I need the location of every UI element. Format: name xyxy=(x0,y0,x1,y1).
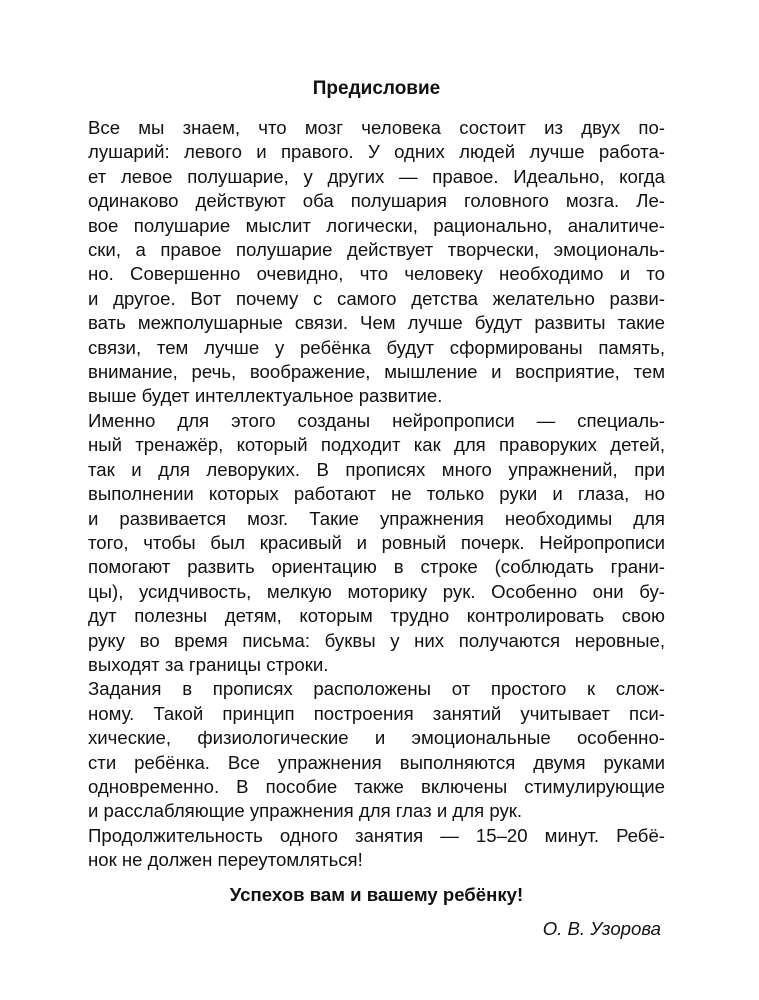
paragraph-line: лушарий: левого и правого. У одних людей лучше работа- xyxy=(88,141,665,163)
author-signature: О. В. Узорова xyxy=(542,917,661,939)
paragraph-line: выполнении которых работают не только руки и глаза, но xyxy=(88,483,665,505)
paragraph-1 xyxy=(88,116,665,409)
paragraph-4 xyxy=(88,824,665,873)
paragraph-line: связи, тем лучше у ребёнка будут сформированы память, xyxy=(88,336,665,358)
paragraph-line: помогают развить ориентацию в строке (соблюдать грани- xyxy=(88,556,665,578)
paragraph-line: но. Совершенно очевидно, что человеку необходимо и то xyxy=(88,263,665,285)
paragraph-line: одинаково действуют оба полушария головного мозга. Ле- xyxy=(88,190,665,212)
paragraph-2 xyxy=(88,409,665,677)
paragraph-line: выше будет интеллектуальное развитие. xyxy=(88,385,443,407)
paragraph-line: выходят за границы строки. xyxy=(88,653,329,675)
paragraph-line: того, чтобы был красивый и ровный почерк. Нейропрописи xyxy=(88,531,665,553)
closing-wish: Успехов вам и вашему ребёнку! xyxy=(229,883,524,905)
document-page xyxy=(88,76,665,941)
paragraph-line: нок не должен переутомляться! xyxy=(88,849,363,871)
paragraph-line: вать межполушарные связи. Чем лучше будут развиты такие xyxy=(88,312,665,334)
paragraph-line: дут полезны детям, которым трудно контролировать свою xyxy=(88,605,665,627)
paragraph-line: Задания в прописях расположены от простого к слож- xyxy=(88,678,665,700)
page-title: Предисловие xyxy=(312,78,441,99)
paragraph-line: одновременно. В пособие также включены стимулирующие xyxy=(88,775,665,797)
paragraph-line: сти ребёнка. Все упражнения выполняются двумя руками xyxy=(88,751,665,773)
paragraph-line: Продолжительность одного занятия — 15–20 минут. Ребё- xyxy=(88,824,665,846)
paragraph-line: и расслабляющие упражнения для глаз и для рук. xyxy=(88,800,523,822)
paragraph-line: руку во время письма: буквы у них получаются неровные, xyxy=(88,629,665,651)
paragraph-line: ски, а правое полушарие действует творчески, эмоциональ- xyxy=(88,239,665,261)
paragraph-line: и другое. Вот почему с самого детства желательно разви- xyxy=(88,287,665,309)
paragraph-line: хические, физиологические и эмоциональные особенно- xyxy=(88,727,665,749)
paragraph-line: и развивается мозг. Такие упражнения необходимы для xyxy=(88,507,665,529)
paragraph-line: Все мы знаем, что мозг человека состоит из двух по- xyxy=(88,117,665,138)
paragraph-3 xyxy=(88,677,665,823)
paragraph-line: ет левое полушарие, у других — правое. Идеально, когда xyxy=(88,165,665,187)
paragraph-line: так и для леворуких. В прописях много упражнений, при xyxy=(88,458,665,480)
paragraph-line: цы), усидчивость, мелкую моторику рук. Особенно они бу- xyxy=(88,580,665,602)
paragraph-line: вое полушарие мыслит логически, рационально, аналитиче- xyxy=(88,214,665,236)
paragraph-line: ный тренажёр, который подходит как для праворуких детей, xyxy=(88,434,665,456)
paragraph-line: ному. Такой принцип построения занятий учитывает пси- xyxy=(88,702,665,724)
paragraph-line: внимание, речь, воображение, мышление и восприятие, тем xyxy=(88,361,665,383)
paragraph-line: Именно для этого созданы нейропрописи — специаль- xyxy=(88,409,665,431)
